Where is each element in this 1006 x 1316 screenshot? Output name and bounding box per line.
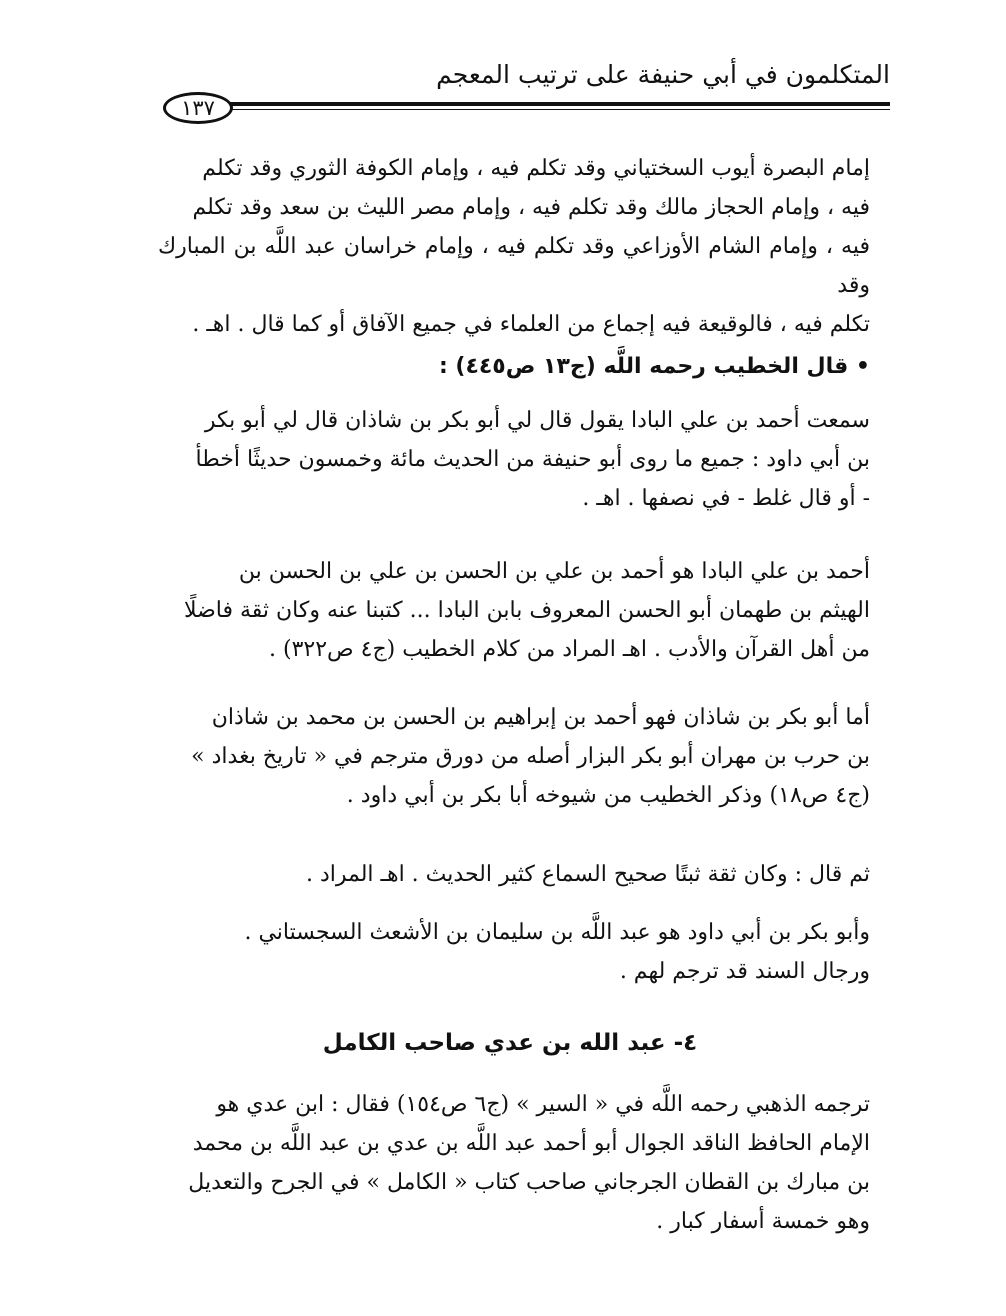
text-line: الهيثم بن طهمان أبو الحسن المعروف بابن البادا ... كتبنا عنه وكان ثقة فاضلًا <box>183 598 870 623</box>
page-number: ١٣٧ <box>163 92 233 124</box>
text-line: ورجال السند قد ترجم لهم . <box>619 959 870 984</box>
text-line: ثم قال : وكان ثقة ثبتًا صحيح السماع كثير الحديث . اهـ المراد . <box>305 862 870 887</box>
text-line: فيه ، وإمام الشام الأوزاعي وقد تكلم فيه ، وإمام خراسان عبد اللَّه بن المبارك وقد <box>158 234 870 298</box>
text-line: تكلم فيه ، فالوقيعة فيه إجماع من العلماء في جميع الآفاق أو كما قال . اهـ . <box>192 312 870 337</box>
text-line: وهو خمسة أسفار كبار . <box>656 1209 870 1234</box>
text-line: (ج٤ ص١٨) وذكر الخطيب من شيوخه أبا بكر بن أبي داود . <box>346 783 870 808</box>
text-line: الإمام الحافظ الناقد الجوال أبو أحمد عبد اللَّه بن عدي بن عبد اللَّه بن محمد <box>192 1131 870 1156</box>
header-title: المتكلمون في أبي حنيفة على ترتيب المعجم <box>436 60 890 89</box>
paragraph <box>158 1085 870 1241</box>
text-line: وأبو بكر بن أبي داود هو عبد اللَّه بن سليمان بن الأشعث السجستاني . <box>244 920 870 945</box>
paragraph <box>158 913 870 991</box>
text-line: ترجمه الذهبي رحمه اللَّه في « السير » (ج٦ ص١٥٤) فقال : ابن عدي هو <box>216 1092 870 1117</box>
quote-heading: • قال الخطيب رحمه اللَّه (ج١٣ ص٤٤٥) : <box>438 354 870 379</box>
text-line: سمعت أحمد بن علي البادا يقول قال لي أبو بكر بن شاذان قال لي أبو بكر <box>204 408 870 433</box>
paragraph <box>158 698 870 815</box>
header-rule-thin <box>230 109 890 110</box>
text-line: بن مبارك بن القطان الجرجاني صاحب كتاب « الكامل » في الجرح والتعديل <box>188 1170 870 1195</box>
paragraph <box>158 552 870 669</box>
paragraph <box>158 149 870 344</box>
text-line: بن حرب بن مهران أبو بكر البزار أصله من دورق مترجم في « تاريخ بغداد » <box>191 744 870 769</box>
text-line: أما أبو بكر بن شاذان فهو أحمد بن إبراهيم بن الحسن بن محمد بن شاذان <box>211 705 870 730</box>
text-line: من أهل القرآن والأدب . اهـ المراد من كلام الخطيب (ج٤ ص٣٢٢) . <box>268 637 870 662</box>
text-line: إمام البصرة أيوب السختياني وقد تكلم فيه ، وإمام الكوفة الثوري وقد تكلم <box>202 156 870 181</box>
header-rule <box>230 102 890 106</box>
section-title: ٤- عبد الله بن عدي صاحب الكامل <box>322 1030 698 1056</box>
text-line: - أو قال غلط - في نصفها . اهـ . <box>582 486 870 511</box>
paragraph <box>158 855 870 894</box>
text-line: أحمد بن علي البادا هو أحمد بن علي بن الحسن بن علي بن الحسن بن <box>238 559 870 584</box>
paragraph <box>158 401 870 518</box>
text-line: فيه ، وإمام الحجاز مالك وقد تكلم فيه ، وإمام مصر الليث بن سعد وقد تكلم <box>192 195 870 220</box>
text-line: بن أبي داود : جميع ما روى أبو حنيفة من الحديث مائة وخمسون حديثًا أخطأ <box>195 447 870 472</box>
